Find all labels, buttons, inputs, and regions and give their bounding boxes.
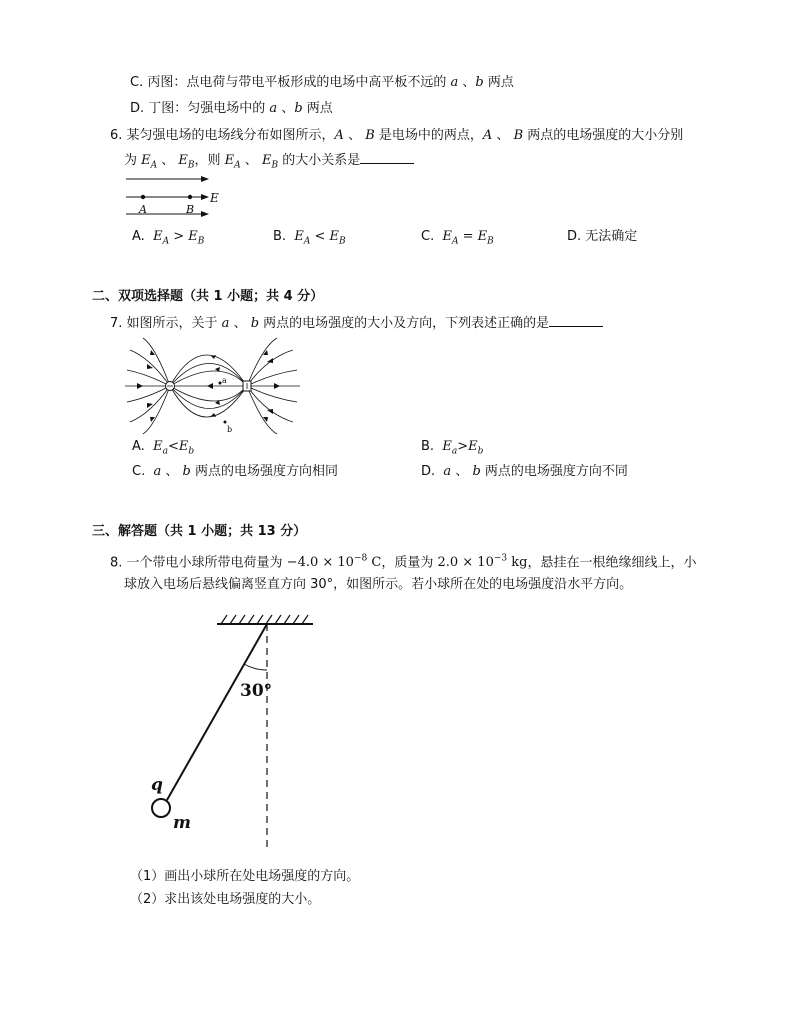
field-line [143,338,170,386]
q5-option-c[interactable]: C. 丙图：点电荷与带电平板形成的电场中高平板不远的 a 、b 两点 [130,75,514,90]
label-e: E [210,191,219,205]
q5-option-d[interactable]: D. 丁图：匀强电场中的 a 、b 两点 [130,101,333,116]
q8-stem-line2: 球放入电场后悬线偏离竖直方向 30°，如图所示。若小球所在处的电场强度沿水平方向。 [124,577,633,592]
q6-answer-blank[interactable] [360,151,414,164]
field-line [247,370,297,386]
q7-option-b[interactable]: B. $E_a>E_b$ [421,439,484,457]
point-a [141,195,145,199]
section3-title: 三、解答题（共 1 小题；共 13 分） [92,524,307,539]
field-line [247,350,293,386]
angle-label: 30° [240,681,273,701]
label-a: a [222,376,227,385]
label-b: B [186,203,195,216]
field-line [170,386,247,409]
label-b: b [227,425,233,434]
q7-option-d[interactable]: D. a 、 b 两点的电场强度方向不同 [421,464,628,479]
q7-option-c[interactable]: C. a 、 b 两点的电场强度方向相同 [132,464,338,479]
field-line [247,386,293,422]
field-line [170,386,247,401]
q6-stem-line2: 为 $E_A$ 、 $E_B$，则 $E_A$ 、 $E_B$ 的大小关系是 [124,151,414,175]
q7-answer-blank[interactable] [549,314,603,327]
charged-ball [152,799,170,817]
q6-uniform-field-figure [124,172,234,214]
q6-option-d[interactable]: D. 无法确定 [567,229,638,244]
q8-stem-line1: 8. 一个带电小球所带电荷量为 $-4.0 \times 10^{-8}$ C，质量为 $2.0 \times 10^{-3}$ kg，悬挂在一根绝缘细线上，小 [110,554,697,571]
field-line [170,386,247,417]
q8-subquestion-2: （2）求出该处电场强度的大小。 [130,892,321,907]
q6-option-c[interactable]: C. $E_A = E_B$ [421,229,494,247]
q8-pendulum-figure [145,612,320,852]
angle-arc [244,664,267,670]
q7-field-lines-figure [125,336,300,436]
field-line [170,371,247,386]
q7-option-a[interactable]: A. $E_a<E_b$ [132,439,195,457]
q8-subquestion-1: （1）画出小球所在处电场强度的方向。 [130,869,360,884]
section2-title: 二、双项选择题（共 1 小题；共 4 分） [92,289,324,304]
string [167,624,267,800]
q6-stem-line1: 6. 某匀强电场的电场线分布如图所示，A 、 B 是电场中的两点，A 、 B 两点的电场强度的大小分别 [110,128,684,143]
field-line [170,364,247,387]
mass-label: m [173,813,191,833]
q6-option-b[interactable]: B. $E_A < E_B$ [273,229,346,247]
q6-option-a[interactable]: A. $E_A > E_B$ [132,229,205,247]
field-line [143,386,170,434]
field-line [247,386,297,402]
point-b [188,195,192,199]
point-b [224,421,227,424]
q7-stem: 7. 如图所示，关于 a 、 b 两点的电场强度的大小及方向，下列表述正确的是 [110,314,603,333]
label-a: A [139,203,147,216]
field-line [170,355,247,386]
charge-label: q [151,775,163,795]
